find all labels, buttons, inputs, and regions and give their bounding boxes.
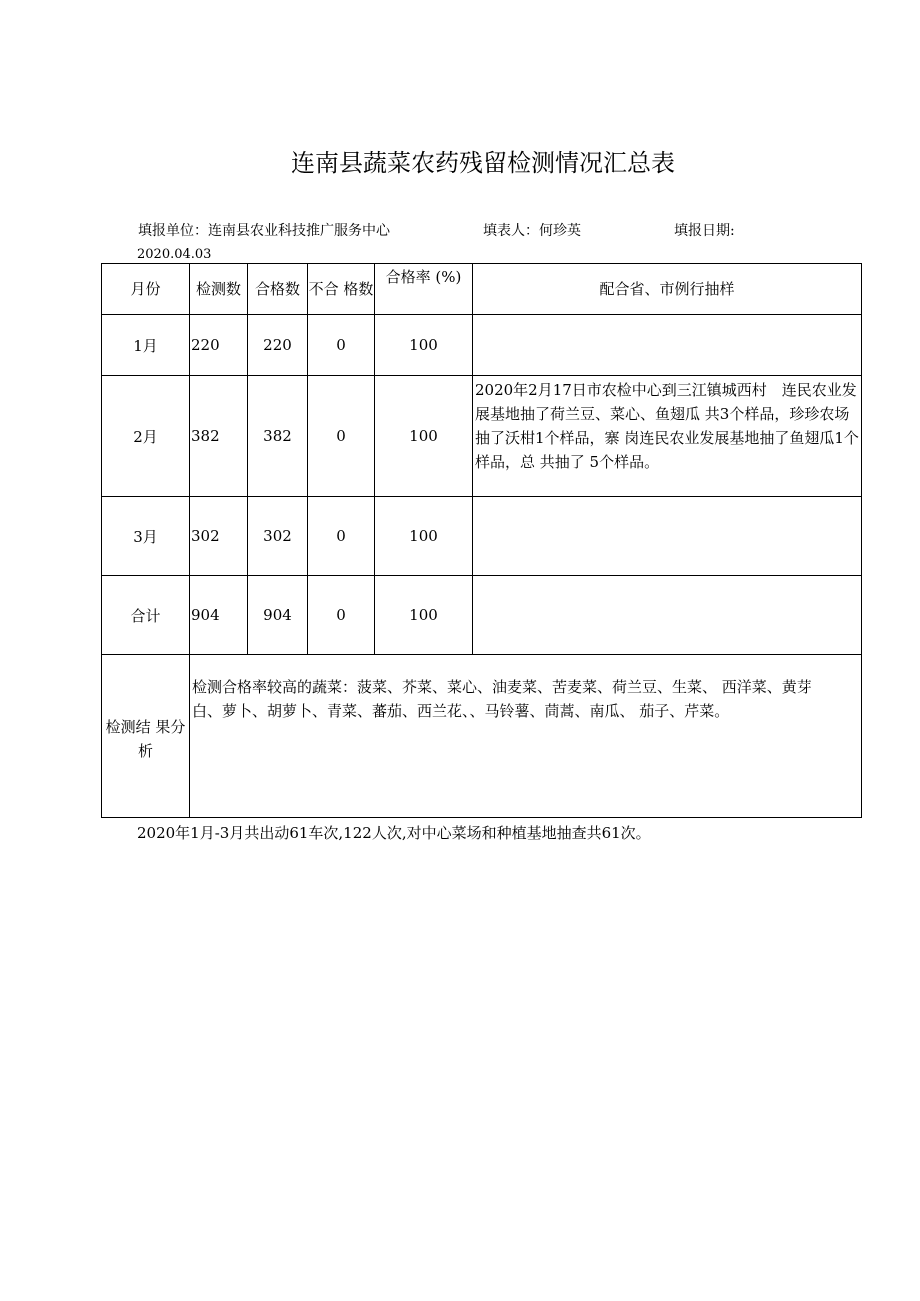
cell-passed: 302 xyxy=(248,497,308,576)
table-row xyxy=(102,315,862,376)
cell-failed: 0 xyxy=(308,576,375,655)
document-title: 连南县蔬菜农药残留检测情况汇总表 xyxy=(291,149,675,177)
header-pass-rate: 合格率 (%) xyxy=(375,264,473,315)
cell-tested: 382 xyxy=(190,376,248,497)
cell-tested: 302 xyxy=(190,497,248,576)
cell-note xyxy=(473,315,862,376)
header-month: 月份 xyxy=(102,264,190,315)
table-header-row xyxy=(102,264,862,315)
cell-passed: 382 xyxy=(248,376,308,497)
fill-date-label: 填报日期: xyxy=(674,223,735,239)
cell-rate: 100 xyxy=(375,497,473,576)
summary-table xyxy=(101,263,862,818)
cell-rate: 100 xyxy=(375,576,473,655)
cell-failed: 0 xyxy=(308,315,375,376)
table-row xyxy=(102,376,862,497)
table-row xyxy=(102,497,862,576)
cell-note xyxy=(473,497,862,576)
table-row-total xyxy=(102,576,862,655)
analysis-label: 检测结 果分析 xyxy=(102,655,190,818)
header-tested: 检测数 xyxy=(190,264,248,315)
cell-passed: 904 xyxy=(248,576,308,655)
cell-tested: 904 xyxy=(190,576,248,655)
fill-unit-label: 填报单位：连南县农业科技推广服务中心 xyxy=(138,223,390,239)
cell-note xyxy=(473,576,862,655)
cell-month: 2月 xyxy=(102,376,190,497)
fill-date-value: 2020.04.03 xyxy=(137,247,212,262)
cell-note: 2020年2月17日市农检中心到三江镇城西村 连民农业发展基地抽了荷兰豆、菜心、鱼翅瓜 共3个样品，珍珍农场抽了沃柑1个样品，寨 岗连民农业发展基地抽了鱼翅瓜1个样品，总 共抽了 5个样品。 xyxy=(473,376,862,497)
header-failed: 不合 格数 xyxy=(308,264,375,315)
cell-failed: 0 xyxy=(308,497,375,576)
footer-note: 2020年1月-3月共出动61车次,122人次,对中心菜场和种植基地抽查共61次。 xyxy=(137,824,651,842)
analysis-row xyxy=(102,655,862,818)
cell-rate: 100 xyxy=(375,376,473,497)
cell-rate: 100 xyxy=(375,315,473,376)
cell-month: 合计 xyxy=(102,576,190,655)
filler-label: 填表人：何珍英 xyxy=(483,223,581,239)
cell-month: 3月 xyxy=(102,497,190,576)
header-passed: 合格数 xyxy=(248,264,308,315)
header-sampling: 配合省、市例行抽样 xyxy=(473,264,862,315)
analysis-text: 检测合格率较高的蔬菜：菠菜、芥菜、菜心、油麦菜、苦麦菜、荷兰豆、生菜、 西洋菜、黄芽白、萝卜、胡萝卜、青菜、蕃茄、西兰花、、马铃薯、茼蒿、南瓜、 茄子、芹菜。 xyxy=(190,655,862,818)
cell-passed: 220 xyxy=(248,315,308,376)
cell-tested: 220 xyxy=(190,315,248,376)
cell-month: 1月 xyxy=(102,315,190,376)
cell-failed: 0 xyxy=(308,376,375,497)
